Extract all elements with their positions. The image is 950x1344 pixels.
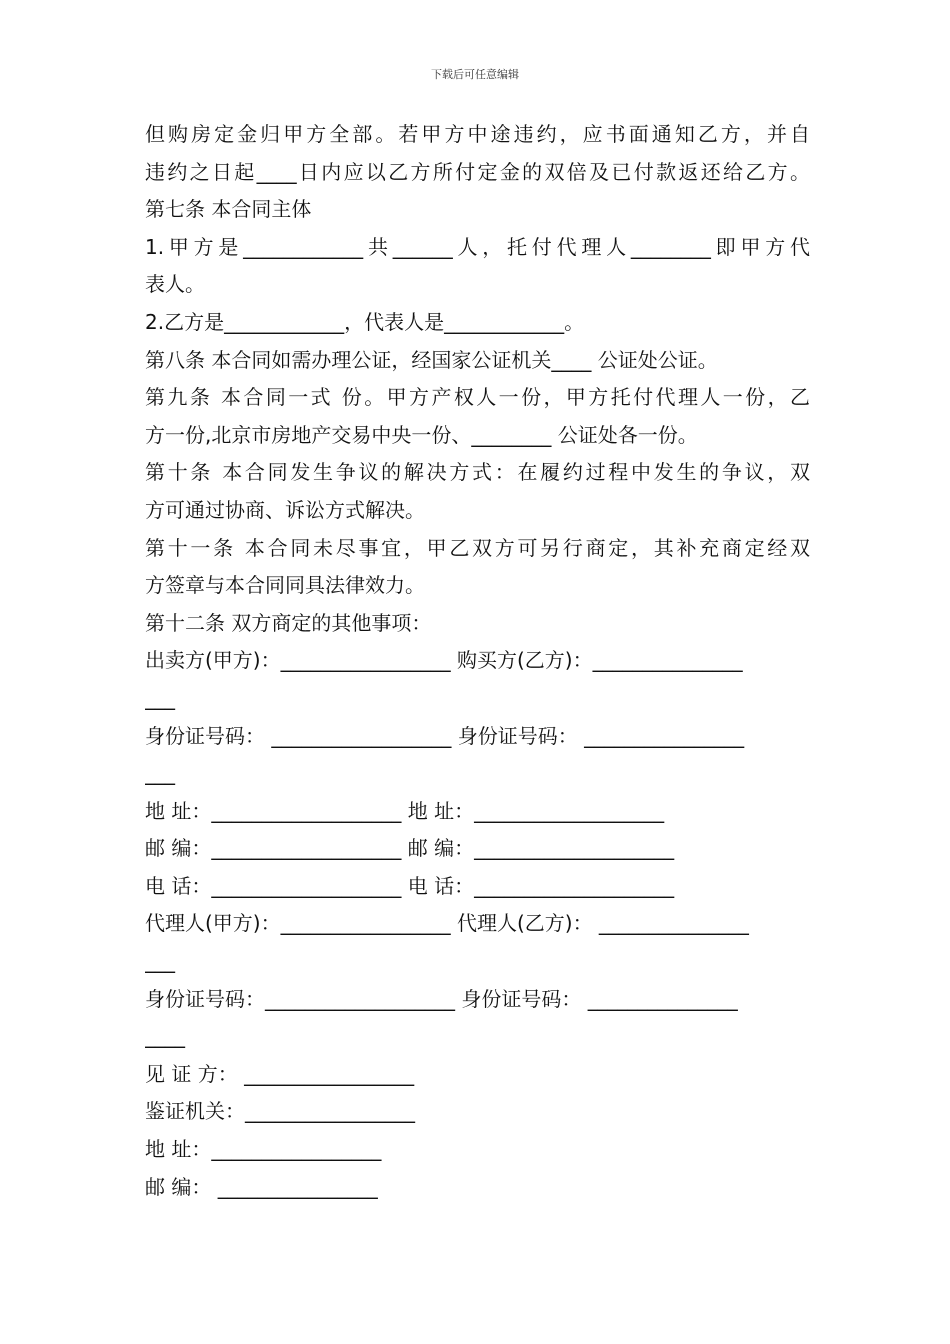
article-heading: 第七条 本合同主体 [145, 197, 312, 222]
signature-field-line: 代理人(甲方)：_________________ 代理人(乙方)： _______________ [145, 911, 749, 936]
article-heading: 第十二条 双方商定的其他事项： [145, 610, 432, 635]
paragraph-line: 2.乙方是____________，代表人是____________。 [145, 309, 585, 334]
signature-field-line: 鉴证机关：_________________ [145, 1099, 415, 1124]
paragraph-line: 第九条 本合同一式 份。甲方产权人一份，甲方托付代理人一份，乙 [145, 385, 810, 410]
signature-field-line: 出卖方(甲方)：_________________ 购买方(乙方)：_______________ [145, 648, 743, 673]
page-header: 下载后可任意编辑 [431, 68, 519, 81]
paragraph-line: 第十一条 本合同未尽事宜，甲乙双方可另行商定，其补充商定经双 [145, 535, 810, 560]
signature-field-line: 地 址：_________________ [145, 1137, 382, 1162]
signature-field-line: 邮 编： ________________ [145, 1174, 378, 1199]
signature-field-line: 邮 编：___________________ 邮 编：____________________ [145, 836, 675, 861]
signature-field-line: 电 话：___________________ 电 话：____________________ [145, 873, 675, 898]
document-body [145, 116, 810, 1206]
paragraph-line: 违约之日起____日内应以乙方所付定金的双倍及已付款返还给乙方。 [145, 159, 810, 184]
paragraph-line: 方可通过协商、诉讼方式解决。 [145, 497, 425, 522]
signature-field-line: ___ [145, 761, 175, 786]
paragraph-line: 方一份,北京市房地产交易中央一份、________ 公证处各一份。 [145, 422, 698, 447]
signature-field-line: 身份证号码：___________________ 身份证号码： _______________ [145, 986, 738, 1011]
signature-field-line: ___ [145, 685, 175, 710]
signature-field-line: 身份证号码： __________________ 身份证号码： ________________ [145, 723, 745, 748]
paragraph-line: 表人。 [145, 272, 205, 297]
signature-field-line: 地 址：___________________ 地 址：___________________ [145, 798, 665, 823]
paragraph-line: 第八条 本合同如需办理公证，经国家公证机关____ 公证处公证。 [145, 347, 718, 372]
signature-field-line: ____ [145, 1024, 185, 1049]
paragraph-line: 第十条 本合同发生争议的解决方式：在履约过程中发生的争议，双 [145, 460, 810, 485]
signature-field-line: ___ [145, 949, 175, 974]
signature-field-line: 见 证 方： _________________ [145, 1061, 415, 1086]
paragraph-line: 但购房定金归甲方全部。若甲方中途违约，应书面通知乙方，并自 [145, 122, 810, 146]
paragraph-line: 方签章与本合同同具法律效力。 [145, 573, 425, 598]
paragraph-line: 1.甲方是____________共______人，托付代理人________即甲方代 [145, 234, 810, 259]
